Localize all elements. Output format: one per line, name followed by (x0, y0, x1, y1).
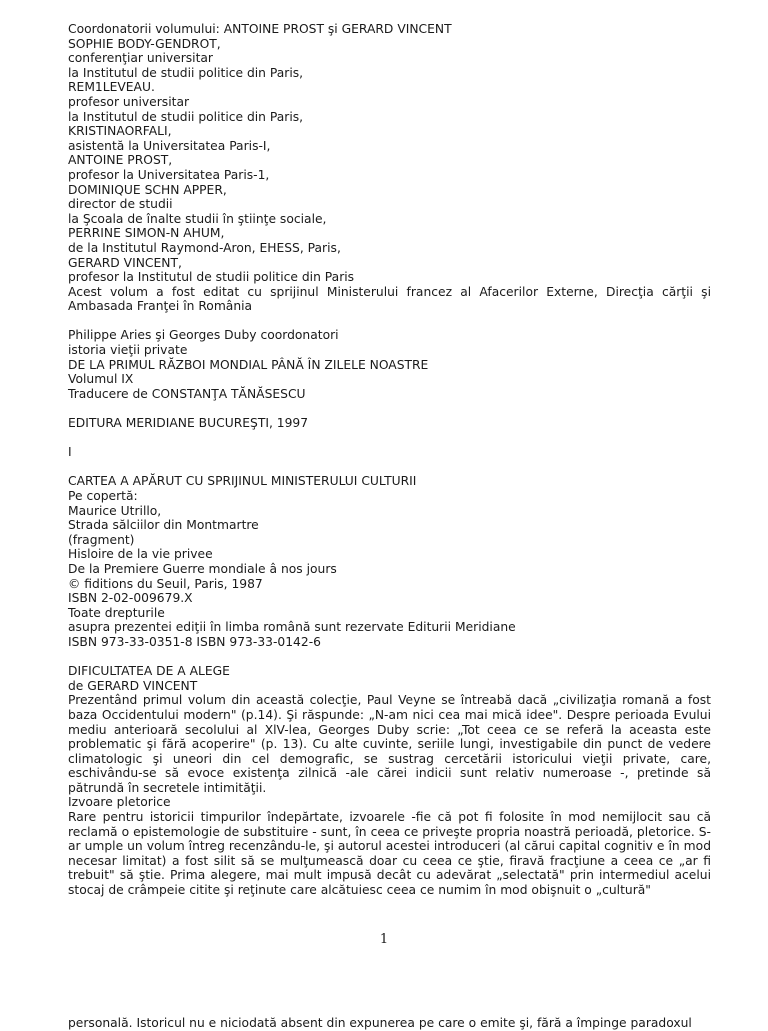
section-marker: I (68, 445, 72, 460)
book-volume: Volumul IX (68, 372, 134, 387)
credits-line: la Institutul de studii politice din Paris, (68, 109, 304, 124)
credits-line: ANTOINE PROST, (68, 153, 173, 168)
book-translator: Traducere de CONSTANŢA TĂNĂSESCU (68, 386, 306, 401)
chapter-title: DIFICULTATEA DE A ALEGE (68, 664, 230, 679)
credits-line: la Institutul de studii politice din Paris, (68, 65, 304, 80)
chapter-author: de GERARD VINCENT (68, 678, 198, 693)
chapter-paragraph: Rare pentru istoricii timpurilor îndepărtate, izvoarele -fie că pot fi folosite în mod nemijlocit sau că reclamă o epistemologie de substituire - sunt, în ceea ce priveşte propria noastră perioadă, pletorice. S-ar umple un volum întreg recenzându-le, şi autorul acestei introduceri (al cărui capital cognitiv e în mod necesar limitat) a fost silit să se mulţumească doar cu ceea ce ştie, firavă fracţiune a ceea ce „ar fi trebuit" să ştie. Prima alegere, mai mult impusă decât cu adevărat „selectată" prin intermediul acelui stocaj de crâmpeie citite şi reţinute care alcătuiesc ceea ce numim în mod obişnuit o „cultură" (68, 810, 711, 898)
credits-line: profesor la Institutul de studii politice din Paris (68, 270, 355, 285)
book-title: istoria vieţii private (68, 343, 188, 358)
next-page-fragment: personală. Istoricul nu e niciodată absent din expunerea pe care o emite şi, fără a împinge paradoxul (68, 1016, 692, 1030)
colophon-line: ISBN 2-02-009679.X (68, 591, 193, 606)
credits-block (68, 22, 711, 285)
colophon-line: Maurice Utrillo, (68, 503, 162, 518)
credits-line: PERRINE SIMON-N AHUM, (68, 226, 225, 241)
page-number: 1 (379, 932, 389, 947)
colophon-line: Toate drepturile (68, 605, 165, 620)
credits-line: director de studii (68, 197, 173, 212)
colophon-line: CARTEA A APĂRUT CU SPRIJINUL MINISTERULUI CULTURII (68, 474, 417, 489)
colophon-line: ISBN 973-33-0351-8 ISBN 973-33-0142-6 (68, 634, 321, 649)
colophon-block (68, 474, 711, 649)
document-page (68, 22, 711, 898)
chapter-subheading: Izvoare pletorice (68, 795, 171, 810)
credits-line: conferenţiar universitar (68, 51, 213, 66)
colophon-line: asupra prezentei ediţii în limba română sunt rezervate Editurii Meridiane (68, 620, 516, 635)
credits-line: REM1LEVEAU. (68, 80, 155, 95)
funding-note: Acest volum a fost editat cu sprijinul Ministerului francez al Afacerilor Externe, Direcţia cărţii şi Ambasada Franţei în România (68, 284, 711, 314)
credits-line: SOPHIE BODY-GENDROT, (68, 36, 221, 51)
book-block (68, 328, 711, 401)
credits-line: profesor la Universitatea Paris-1, (68, 167, 270, 182)
credits-line: DOMINIQUE SCHN APPER, (68, 182, 227, 197)
colophon-line: Pe copertă: (68, 489, 138, 503)
credits-line: profesor universitar (68, 94, 190, 109)
colophon-line: Hisloire de la vie privee (68, 547, 213, 562)
book-subtitle: DE LA PRIMUL RĂZBOI MONDIAL PÂNĂ ÎN ZILELE NOASTRE (68, 357, 429, 372)
credits-line: asistentă la Universitatea Paris-I, (68, 138, 271, 153)
credits-line: KRISTINAORFALI, (68, 124, 172, 139)
colophon-line: © fiditions du Seuil, Paris, 1987 (68, 576, 263, 591)
credits-line: de la Institutul Raymond-Aron, EHESS, Paris, (68, 240, 341, 255)
publisher: EDITURA MERIDIANE BUCUREŞTI, 1997 (68, 416, 309, 431)
chapter-paragraph: Prezentând primul volum din această colecţie, Paul Veyne se întreabă dacă „civilizaţia romană a fost baza Occidentului modern" (p.14). Şi răspunde: „N-am nici cea mai mică idee". Despre perioada Evului mediu anterioară secolului al XlV-lea, Georges Duby scrie: „Tot ceea ce se referă la aceasta este problematic şi fără acoperire" (p. 13). Cu alte cuvinte, seriile lungi, investigabile din punct de vedere climatologic şi uneori din cel demografic, se sustrag cercetării istoricului vieţii private, care, eschivându-se să evoce existenţa zilnică -ale cărei indicii sunt relativ numeroase -, pretinde să pătrundă în secretele intimităţii. (68, 693, 711, 795)
credits-line: Coordonatorii volumului: ANTOINE PROST şi GERARD VINCENT (68, 22, 452, 36)
credits-line: GERARD VINCENT, (68, 255, 182, 270)
book-line: Philippe Aries şi Georges Duby coordonatori (68, 328, 339, 343)
colophon-line: Strada sălciilor din Montmartre (68, 518, 259, 533)
colophon-line: De la Premiere Guerre mondiale â nos jours (68, 561, 337, 576)
credits-line: la Şcoala de înalte studii în ştiinţe sociale, (68, 211, 327, 226)
colophon-line: (fragment) (68, 532, 135, 547)
chapter (68, 664, 711, 898)
